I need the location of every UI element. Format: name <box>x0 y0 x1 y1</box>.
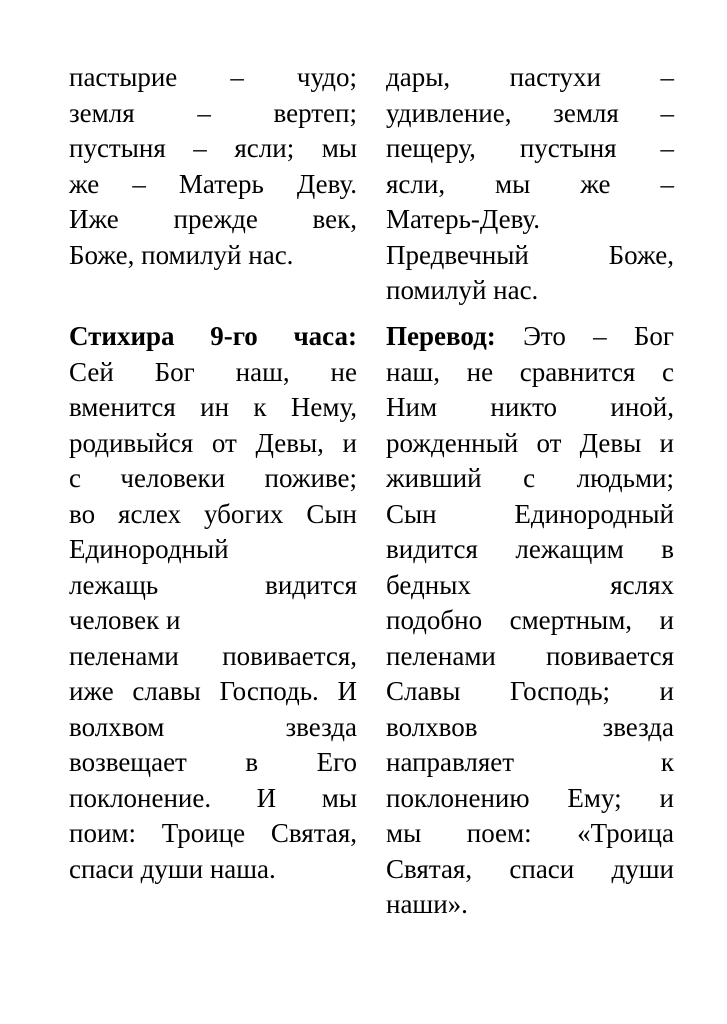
text-line: рожденный от Девы и <box>386 427 674 458</box>
text-line: помилуй нас. <box>386 275 539 305</box>
translation-heading-line <box>386 319 674 355</box>
text-line: Сей Бог наш, не <box>69 356 357 387</box>
text-line: поим: Троице Святая, <box>69 818 357 848</box>
text-line: пустыня – ясли; мы <box>69 133 357 163</box>
text-line: подобно смертным, и <box>386 605 674 635</box>
stichera-heading: Стихира 9-го часа: <box>69 321 357 351</box>
text-line: бедных яслях <box>386 569 674 600</box>
text-line: родивыйся от Девы, и <box>69 427 357 458</box>
text-line: волхвом звезда <box>69 711 357 742</box>
text-line: иже славы Господь. И <box>69 676 357 706</box>
text-line: поклонению Ему; и <box>386 782 674 813</box>
slavonic-column-block2 <box>69 319 357 887</box>
slavonic-column-block1 <box>69 60 357 273</box>
text-line: возвещает в Его <box>69 747 357 777</box>
text-line: Сын Единородный <box>386 498 674 529</box>
text-line: Матерь-Деву. <box>386 204 540 234</box>
text-line: лежащь видится <box>69 569 357 600</box>
text-line: Боже, помилуй нас. <box>69 239 294 270</box>
text-line: наши». <box>386 889 468 919</box>
text-line: пастырие – чудо; <box>69 62 357 92</box>
text-line: с человеки поживе; <box>69 463 357 493</box>
text-line: Славы Господь; и <box>386 676 674 706</box>
text-line: дары, пастухи – <box>386 62 674 92</box>
text-line: Ним никто иной, <box>386 392 674 422</box>
text-line: Единородный <box>69 534 229 564</box>
text-line: удивление, земля – <box>386 97 674 128</box>
text-line: Предвечный Боже, <box>386 239 674 270</box>
text-line: пещеру, пустыня – <box>386 133 674 163</box>
text-line: пеленами повивается, <box>69 640 357 671</box>
text-line: видится лежащим в <box>386 534 674 564</box>
text-line: же – Матерь Деву. <box>69 168 357 199</box>
text-line: спаси души наша. <box>69 853 276 884</box>
text-line: живший с людьми; <box>386 463 674 493</box>
text-line: вменится ин к Нему, <box>69 392 357 422</box>
translation-column-block1 <box>386 60 674 309</box>
text-line: земля – вертеп; <box>69 97 357 128</box>
text-line: волхвов звезда <box>386 711 674 742</box>
text-line: направляет к <box>386 747 674 777</box>
text-fragment: Это – Бог <box>523 321 674 351</box>
text-line: мы поем: «Троица <box>386 818 674 848</box>
text-line: Иже прежде век, <box>69 204 357 234</box>
translation-heading: Перевод: <box>386 321 496 351</box>
text-line: во яслех убогих Сын <box>69 498 357 529</box>
text-line: ясли, мы же – <box>386 168 674 199</box>
text-line: поклонение. И мы <box>69 782 357 813</box>
text-line: Святая, спаси души <box>386 853 674 884</box>
stichera-heading-line <box>69 319 357 355</box>
text-line: пеленами повивается <box>386 640 674 671</box>
text-line: наш, не сравнится с <box>386 356 674 387</box>
text-line: человек и <box>69 605 181 635</box>
translation-column-block2 <box>386 319 674 923</box>
